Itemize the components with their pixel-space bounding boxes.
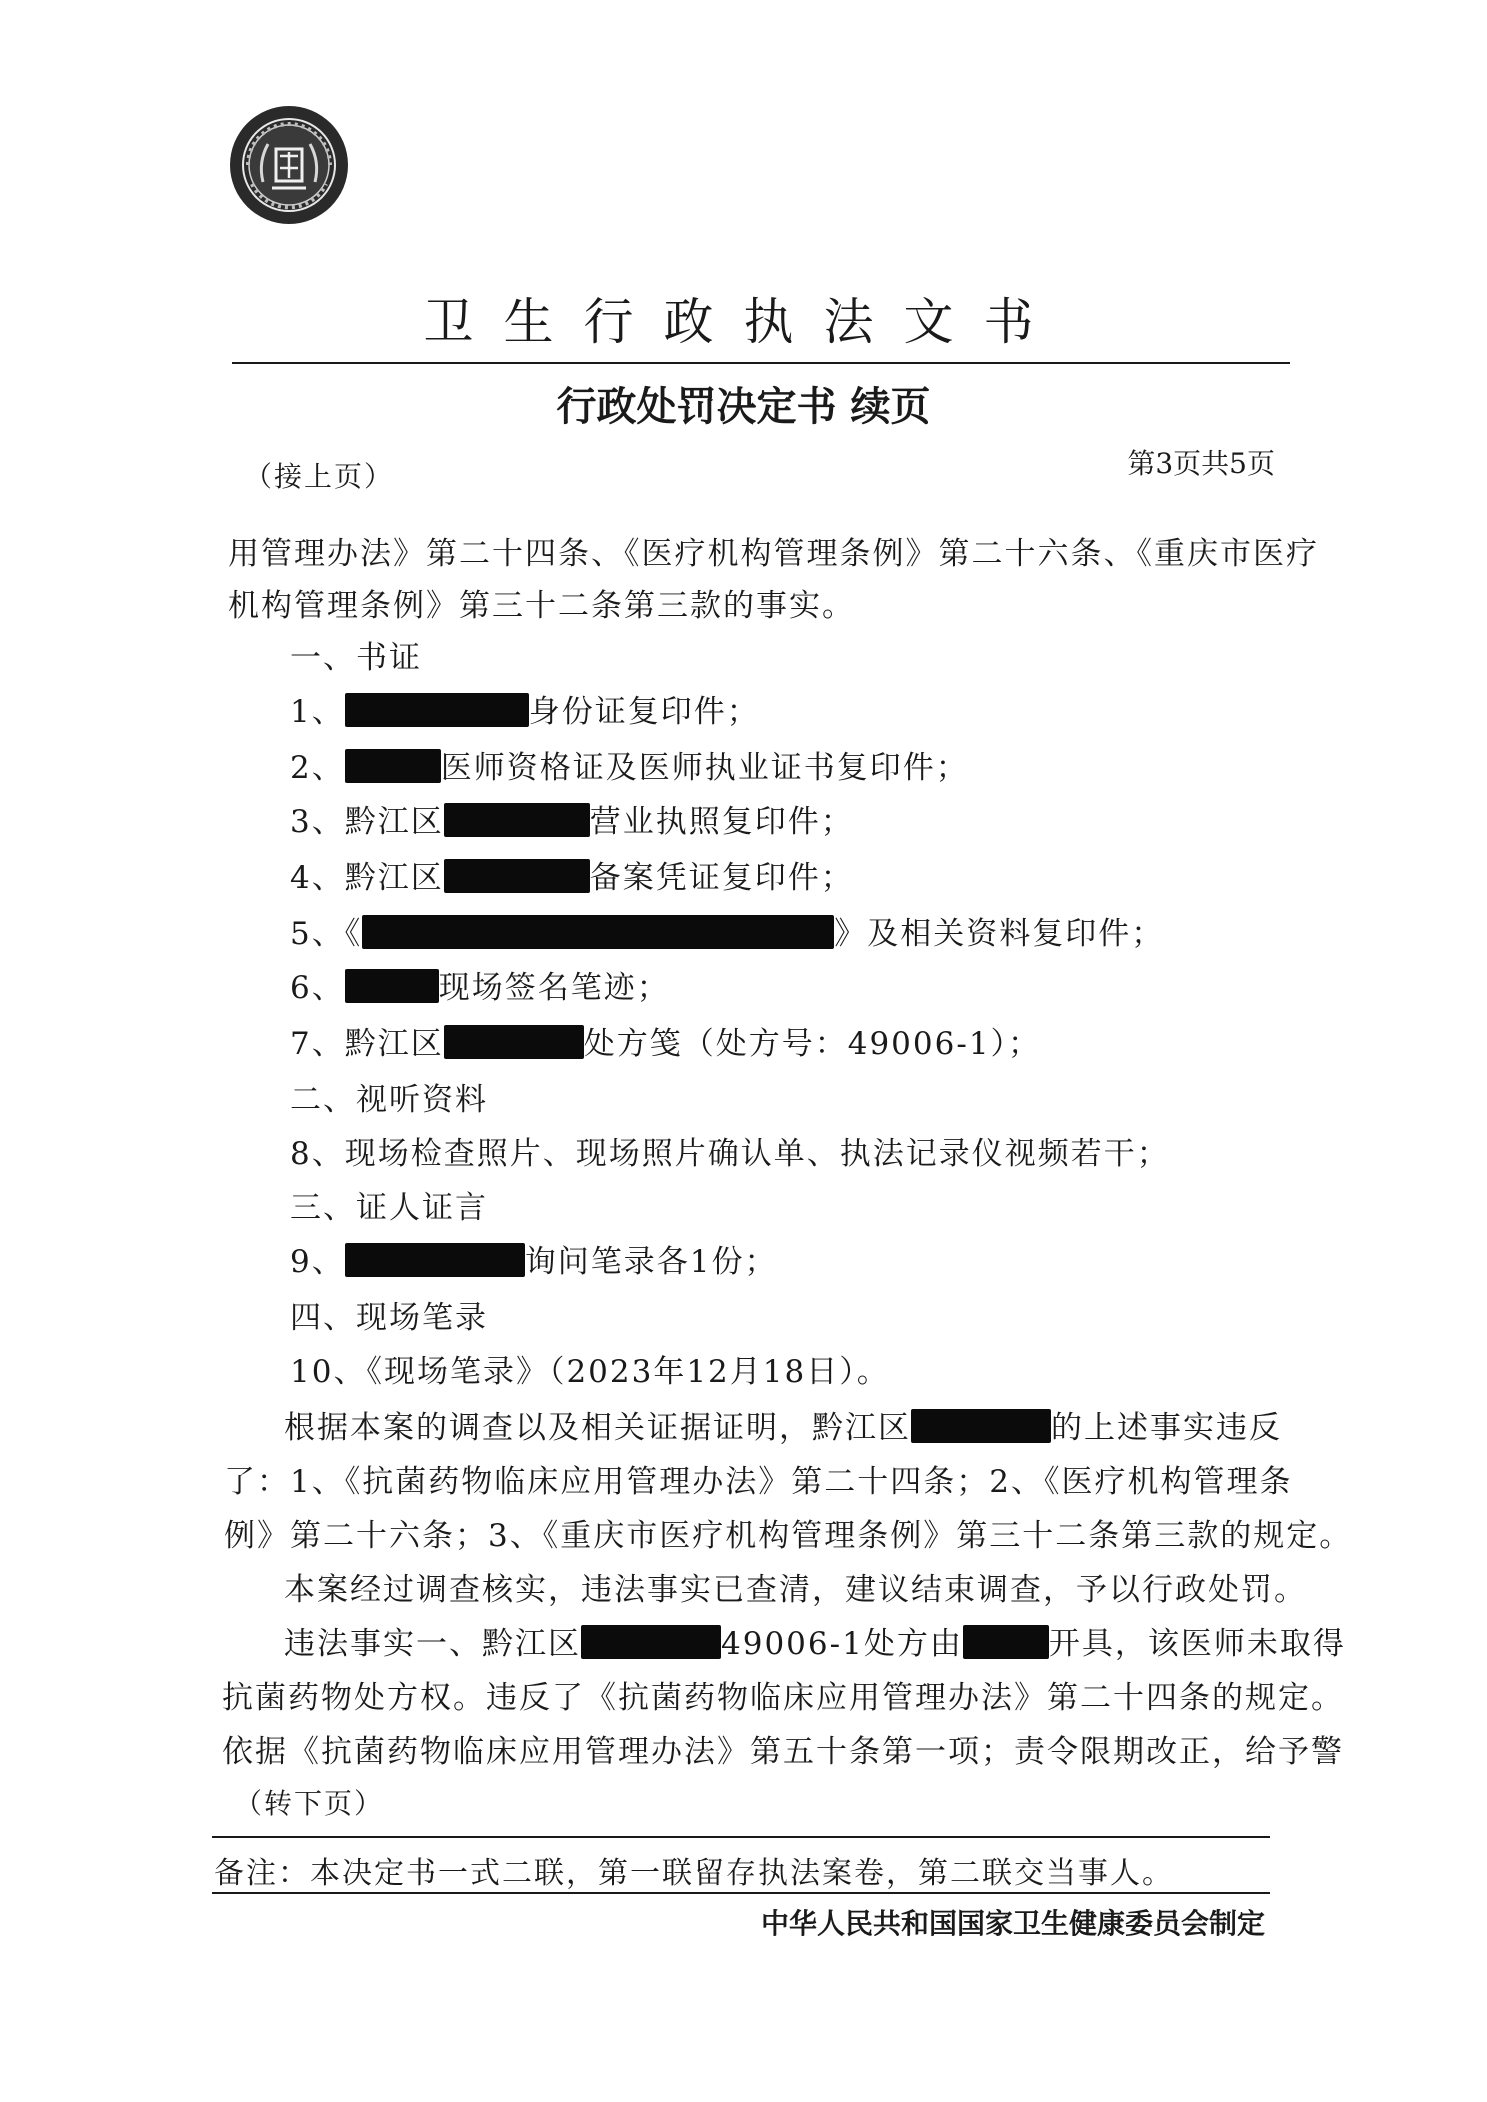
redaction-block (345, 1243, 525, 1277)
item-text: 现场签名笔迹； (438, 970, 670, 1006)
paragraph-text: 49006-1处方由 (721, 1626, 963, 1662)
footer-rule-top (212, 1836, 1270, 1838)
item-text: 询问笔录各1份； (524, 1244, 778, 1280)
redaction-block (362, 915, 834, 949)
item-number: 6、 (290, 970, 345, 1006)
section-heading: 三、证人证言 (290, 1190, 488, 1226)
paragraph-text: 开具，该医师未取得 (1048, 1626, 1346, 1662)
paragraph-line (284, 1402, 1282, 1447)
footer-rule-bottom (212, 1892, 1270, 1894)
intro-line-2: 机构管理条例》第三十二条第三款的事实。 (228, 588, 855, 624)
evidence-item (290, 962, 670, 1007)
paragraph-line (284, 1618, 1346, 1663)
paragraph-line: 抗菌药物处方权。违反了《抗菌药物临床应用管理办法》第二十四条的规定。 (222, 1680, 1344, 1716)
evidence-item: 8、现场检查照片、现场照片确认单、执法记录仪视频若干； (290, 1136, 1170, 1172)
paragraph-text: 违法事实一、黔江区 (284, 1626, 581, 1662)
item-number: 4、黔江区 (290, 860, 444, 896)
paragraph-line: 例》第二十六条；3、《重庆市医疗机构管理条例》第三十二条第三款的规定。 (224, 1518, 1353, 1554)
paragraph-text: 根据本案的调查以及相关证据证明，黔江区 (284, 1410, 911, 1446)
section-heading: 一、书证 (290, 640, 422, 676)
continued-from: （接上页） (244, 460, 395, 493)
evidence-item (290, 852, 854, 897)
national-health-emblem-icon (228, 104, 350, 226)
page-number: 第3页共5页 (1127, 447, 1275, 480)
redaction-block (444, 1025, 584, 1059)
document-subtitle: 行政处罚决定书 续页 (556, 384, 931, 430)
remark: 备注：本决定书一式二联，第一联留存执法案卷，第二联交当事人。 (214, 1856, 1174, 1891)
redaction-block (345, 749, 441, 783)
paragraph-line: 依据《抗菌药物临床应用管理办法》第五十条第一项；责令限期改正，给予警 (222, 1734, 1344, 1770)
evidence-item (290, 908, 1164, 953)
redaction-block (345, 693, 529, 727)
item-number: 9、 (290, 1244, 345, 1280)
item-number: 1、 (290, 694, 345, 730)
paragraph-line: 了：1、《抗菌药物临床应用管理办法》第二十四条；2、《医疗机构管理条 (224, 1464, 1293, 1500)
item-text: 备案凭证复印件； (589, 860, 854, 896)
redaction-block (581, 1625, 721, 1659)
item-text: 》及相关资料复印件； (834, 916, 1165, 952)
redaction-block (911, 1409, 1051, 1443)
item-number: 5、《 (290, 916, 363, 952)
paragraph-line: 本案经过调查核实，违法事实已查清，建议结束调查，予以行政处罚。 (284, 1572, 1307, 1608)
evidence-item (290, 686, 760, 731)
title-rule (232, 362, 1290, 364)
item-text: 医师资格证及医师执业证书复印件； (440, 750, 969, 786)
issuer: 中华人民共和国国家卫生健康委员会制定 (760, 1907, 1265, 1940)
section-heading: 二、视听资料 (290, 1082, 488, 1118)
item-number: 2、 (290, 750, 345, 786)
evidence-item (290, 796, 854, 841)
redaction-block (444, 859, 590, 893)
evidence-item (290, 1236, 777, 1281)
redaction-block (345, 969, 439, 1003)
evidence-item (290, 742, 969, 787)
item-text: 营业执照复印件； (589, 804, 854, 840)
redaction-block (963, 1625, 1049, 1659)
evidence-item: 10、《现场笔录》（2023年12月18日）。 (290, 1354, 890, 1390)
document-title: 卫生行政执法文书 (423, 293, 1064, 351)
intro-line-1: 用管理办法》第二十四条、《医疗机构管理条例》第二十六条、《重庆市医疗 (228, 536, 1319, 572)
redaction-block (444, 803, 590, 837)
item-text: 处方笺（处方号：49006-1）； (583, 1026, 1042, 1062)
evidence-item (290, 1018, 1041, 1063)
item-number: 3、黔江区 (290, 804, 444, 840)
section-heading: 四、现场笔录 (290, 1300, 488, 1336)
item-text: 身份证复印件； (528, 694, 760, 730)
item-number: 7、黔江区 (290, 1026, 444, 1062)
continued-to: （转下页） (234, 1787, 385, 1820)
paragraph-text: 的上述事实违反 (1051, 1410, 1282, 1446)
